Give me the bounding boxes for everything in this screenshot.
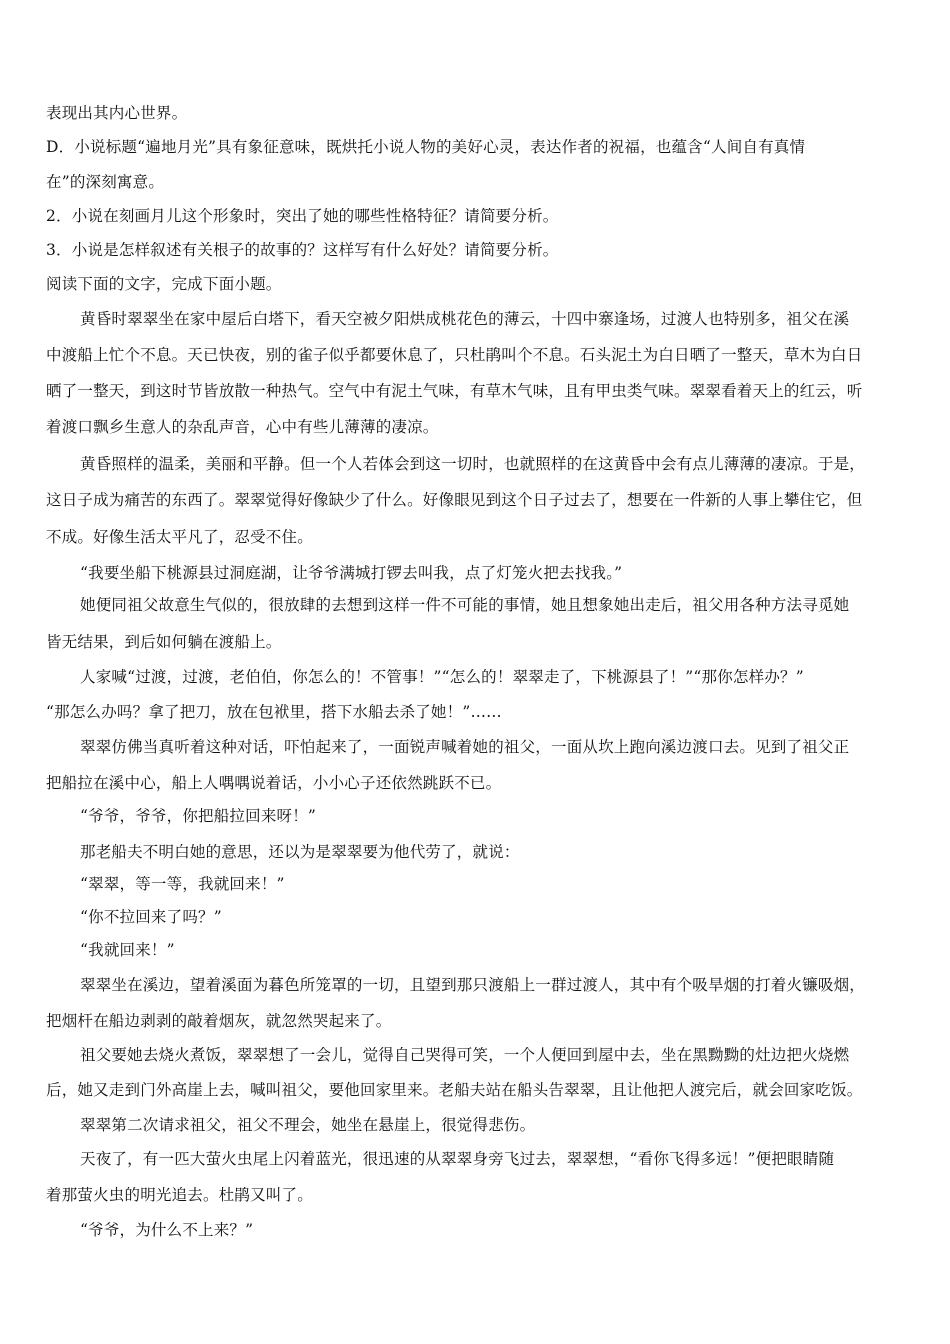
passage-line: 翠翠仿佛当真听着这种对话，吓怕起来了，一面锐声喊着她的祖父，一面从坎上跑向溪边渡口去。见到了祖父正 [80,738,850,756]
passage-line: 着渡口飘乡生意人的杂乱声音，心中有些儿薄薄的凄凉。 [46,418,439,436]
option-d-tail: 表现出其内心世界。 [46,104,188,122]
passage-line: 这日子成为痛苦的东西了。翠翠觉得好像缺少了什么。好像眼见到这个日子过去了，想要在一件新的人事上攀住它，但 [46,491,863,509]
passage-line: 天夜了，有一匹大萤火虫尾上闪着蓝光，很迅速的从翠翠身旁飞过去，翠翠想，“看你飞得多远！”便把眼睛随 [80,1150,835,1168]
passage-line: “我要坐船下桃源县过洞庭湖，让爷爷满城打锣去叫我，点了灯笼火把去找我。” [80,564,623,582]
passage-line: “那怎么办吗？拿了把刀，放在包袱里，搭下水船去杀了她！”…… [46,703,502,721]
passage-line: 把烟杆在船边剥剥的敲着烟灰，就忽然哭起来了。 [46,1012,392,1030]
passage-line: 黄昏照样的温柔，美丽和平静。但一个人若体会到这一切时，也就照样的在这黄昏中会有点儿薄薄的凄凉。于是， [80,455,866,473]
reading-instruction: 阅读下面的文字，完成下面小题。 [46,275,282,293]
option-d-line1: D．小说标题“遍地月光”具有象征意味，既烘托小说人物的美好心灵，表达作者的祝福，也蕴含“人间自有真情 [46,138,806,156]
passage-line: 不成。好像生活太平凡了，忍受不住。 [46,528,313,546]
passage-line: 人家喊“过渡，过渡，老伯伯，你怎么的！不管事！”“怎么的！翠翠走了，下桃源县了！”“那你怎样办？” [80,668,804,686]
passage-line: 那老船夫不明白她的意思，还以为是翠翠要为他代劳了，就说： [80,843,520,861]
passage-line: 把船拉在溪中心，船上人喁喁说着话，小小心子还依然跳跃不已。 [46,774,502,792]
passage-line: “你不拉回来了吗？” [80,908,222,926]
passage-line: 祖父要她去烧火煮饭，翠翠想了一会儿，觉得自己哭得可笑，一个人便回到屋中去，坐在黑黝黝的灶边把火烧燃 [80,1046,850,1064]
question-2: 2．小说在刻画月儿这个形象时，突出了她的哪些性格特征？请简要分析。 [46,207,559,225]
passage-line: 翠翠坐在溪边，望着溪面为暮色所笼罩的一切，且望到那只渡船上一群过渡人，其中有个吸旱烟的打着火镰吸烟， [80,976,866,994]
passage-line: 黄昏时翠翠坐在家中屋后白塔下，看天空被夕阳烘成桃花色的薄云，十四中寨逢场，过渡人也特别多，祖父在溪 [80,310,850,328]
passage-line: 翠翠第二次请求祖父，祖父不理会，她坐在悬崖上，很觉得悲伤。 [80,1116,536,1134]
passage-line: “我就回来！” [80,941,175,959]
passage-line: “爷爷，为什么不上来？” [80,1221,254,1239]
passage-line: 皆无结果，到后如何躺在渡船上。 [46,633,282,651]
passage-line: 中渡船上忙个不息。天已快夜，别的雀子似乎都要休息了，只杜鹃叫个不息。石头泥土为白日晒了一整天，草木为白日 [46,346,863,364]
passage-line: 晒了一整天，到这时节皆放散一种热气。空气中有泥土气味，有草木气味，且有甲虫类气味。翠翠看着天上的红云，听 [46,382,863,400]
passage-line: 她便同祖父故意生气似的，很放肆的去想到这样一件不可能的事情，她且想象她出走后，祖父用各种方法寻觅她 [80,596,850,614]
question-3: 3．小说是怎样叙述有关根子的故事的？这样写有什么好处？请简要分析。 [46,241,559,259]
passage-line: 着那萤火虫的明光追去。杜鹃又叫了。 [46,1186,313,1204]
passage-line: 后，她又走到门外高崖上去，喊叫祖父，要他回家里来。老船夫站在船头告翠翠，且让他把人渡完后，就会回家吃饭。 [46,1081,863,1099]
passage-line: “爷爷，爷爷，你把船拉回来呀！” [80,807,317,825]
passage-line: “翠翠，等一等，我就回来！” [80,875,285,893]
option-d-line2: 在”的深刻寓意。 [46,173,165,191]
